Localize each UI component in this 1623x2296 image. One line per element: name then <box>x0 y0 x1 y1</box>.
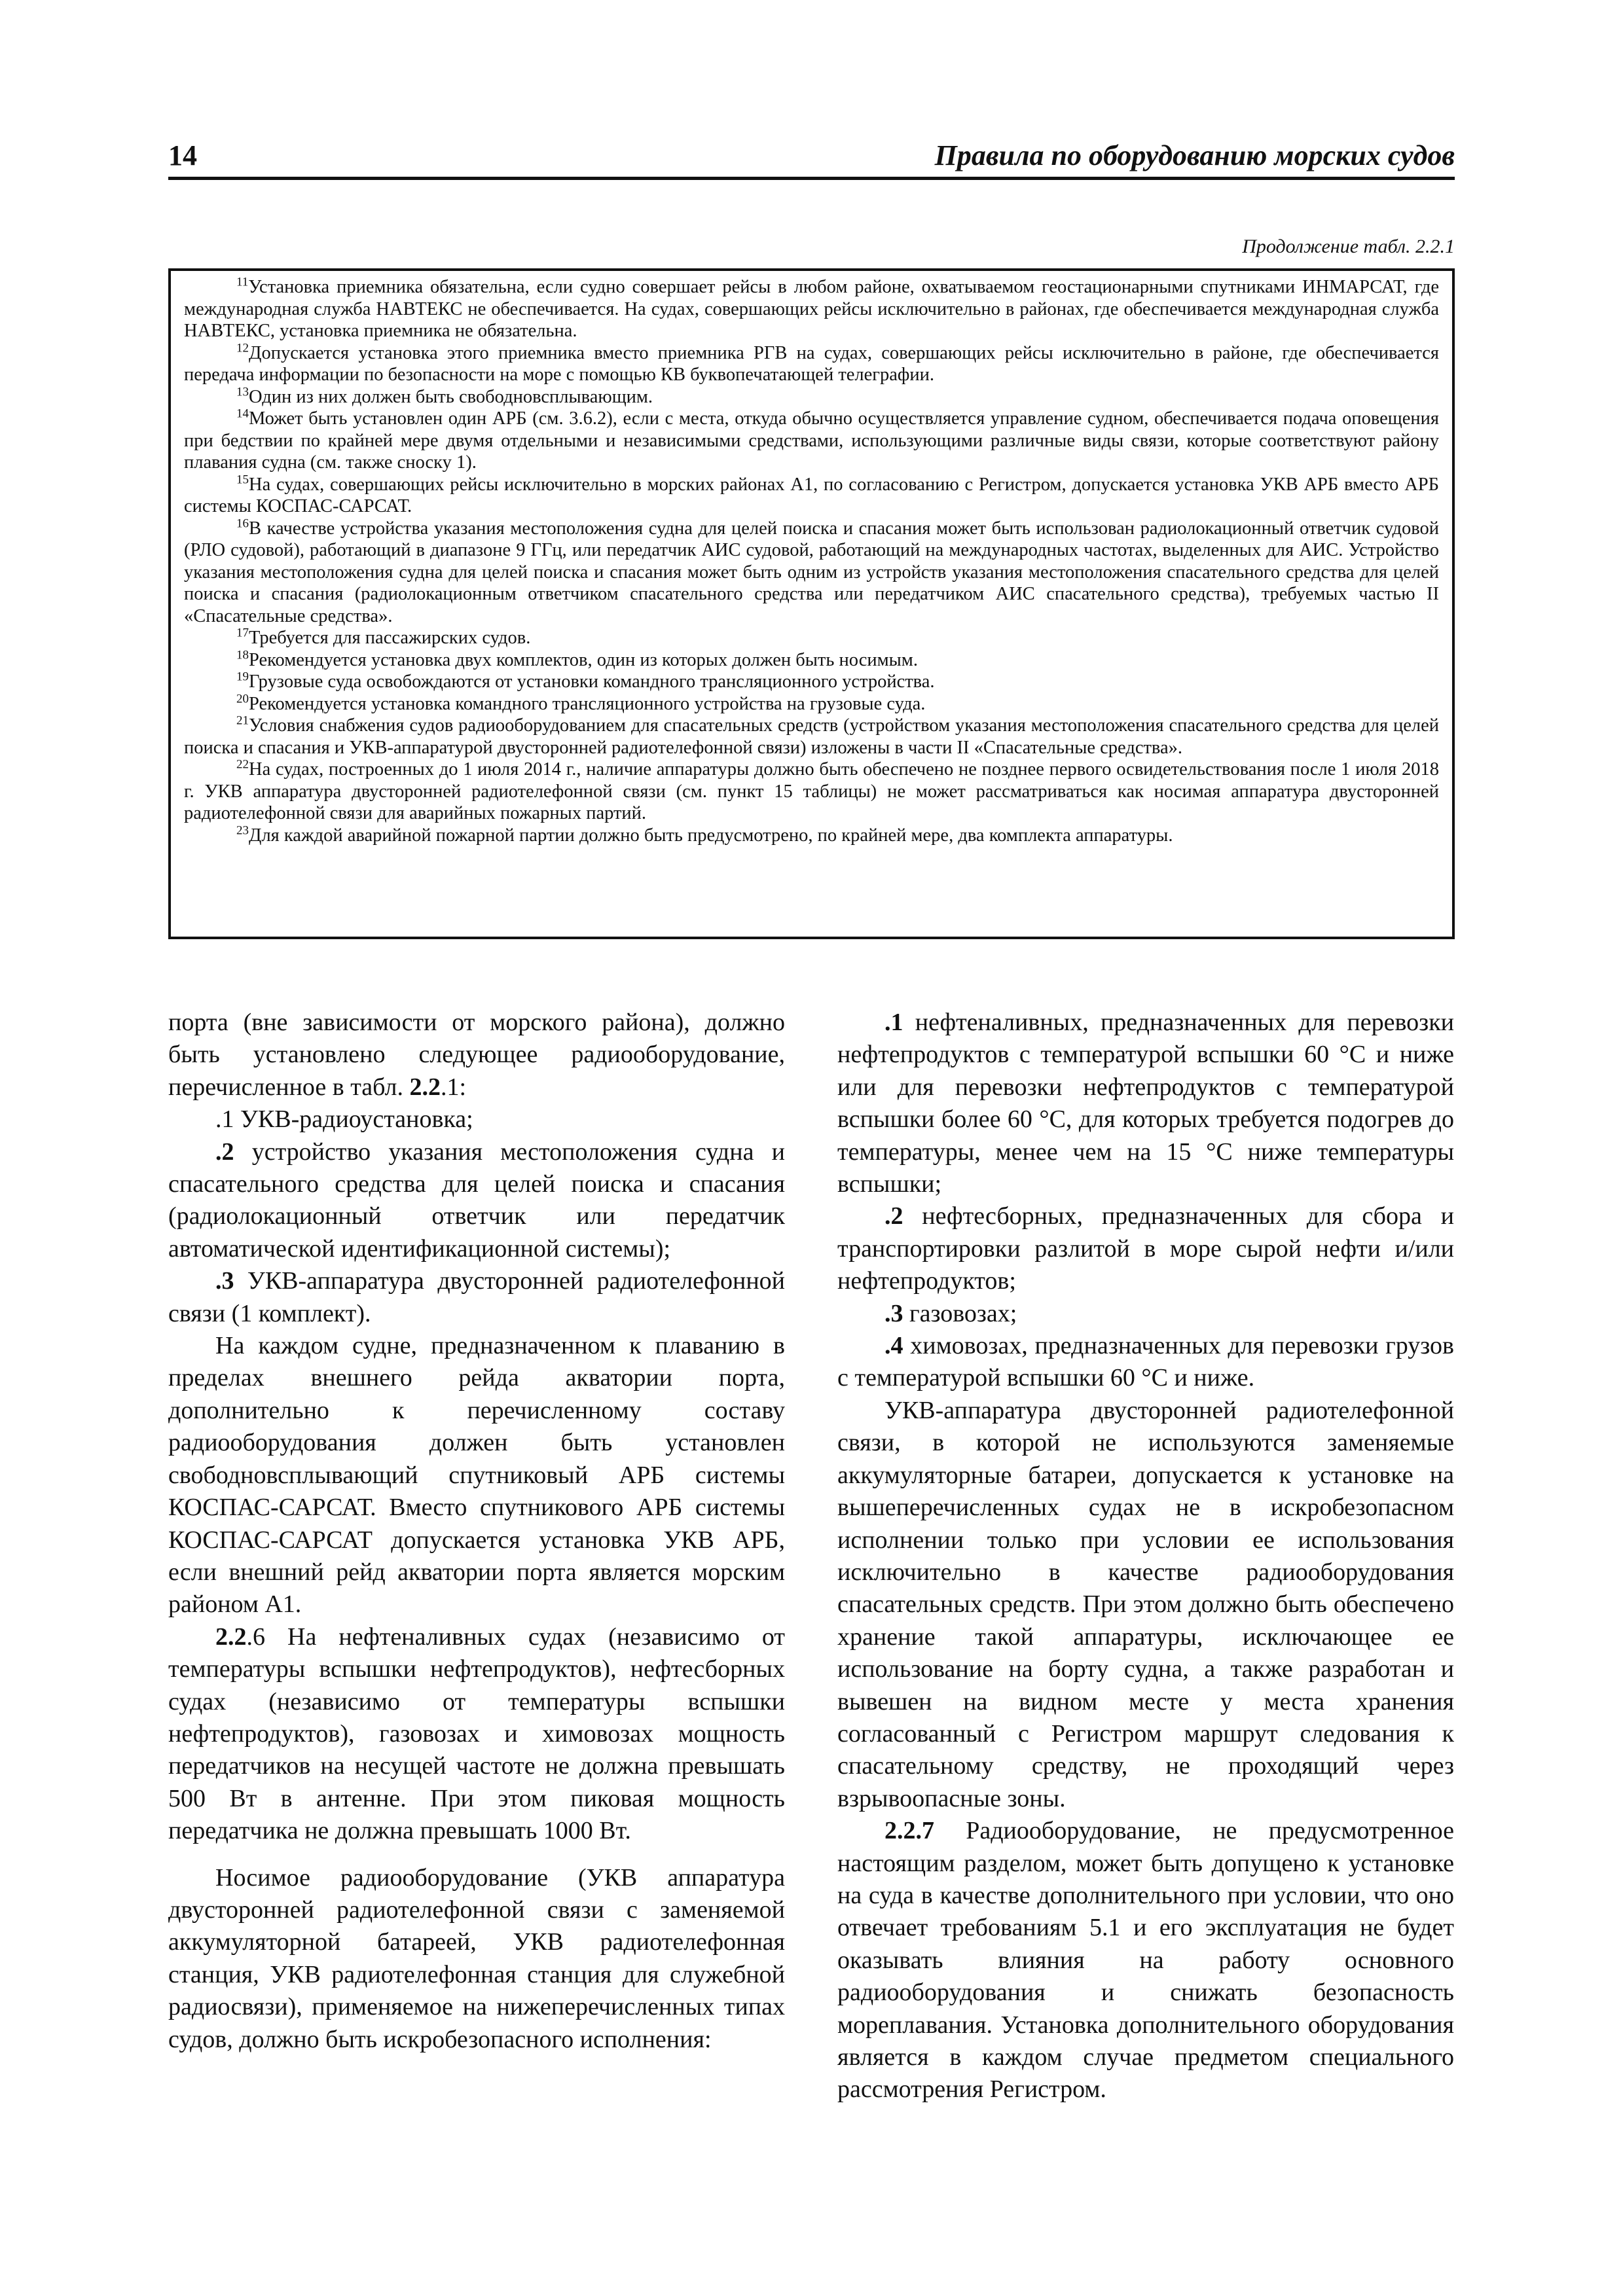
table-caption: Продолжение табл. 2.2.1 <box>1242 236 1455 257</box>
section-paragraph: 2.2.7 Радиооборудование, не предусмотренное настоящим разделом, может быть допущено к установке на суда в качестве дополнительного при условии, что оно отвечает требованиям 5.1 и его эксплуатация не будет оказывать влияния на работу основного радиооборудования и снижать безопасность мореплавания. Установка дополнительного оборудования является в каждом случае предметом специального рассмотрения Регистром. <box>837 1817 1454 2104</box>
list-item: .2 нефтесборных, предназначенных для сбора и транспортировки разлитой в море сырой нефти и/или нефтепродуктов; <box>837 1202 1454 1295</box>
right-column <box>837 1007 1454 2106</box>
footnote-text: На судах, совершающих рейсы исключительно в морских районах А1, по согласованию с Регистром, допускается установка УКВ АРБ вместо АРБ системы КОСПАС-САРСАТ. <box>184 474 1439 516</box>
header-rule <box>168 177 1455 180</box>
footnote-item <box>184 342 1439 386</box>
footnote-item <box>184 386 1439 408</box>
footnote-text: Может быть установлен один АРБ (см. 3.6.2), если с места, откуда обычно осуществляется управление судном, обеспечивается подача оповещения при бедствии по крайней мере двумя отдельными и независимыми средствами, использующими различные виды связи, которые соответствуют району плавания судна (см. также сноску 1). <box>184 408 1439 473</box>
footnote-item <box>184 474 1439 518</box>
list-item-number: .2 <box>215 1138 234 1166</box>
list-item: .1 нефтеналивных, предназначенных для перевозки нефтепродуктов с температурой вспышки 60 °С и ниже или для перевозки нефтепродуктов с температурой вспышки более 60 °С, для которых требуется подогрев до температуры, менее чем на 15 °С ниже температуры вспышки; <box>837 1009 1454 1198</box>
footnote-item <box>184 825 1439 847</box>
section-paragraph: 2.2.6 На нефтеналивных судах (независимо от температуры вспышки нефтепродуктов), нефтесборных судах (независимо от температуры вспышки нефтепродуктов), газовозах и химовозах мощность передатчиков на несущей частоте не должна превышать 500 Вт в антенне. При этом пиковая мощность передатчика не должна превышать 1000 Вт. <box>168 1623 785 1845</box>
paragraph-continuation: порта (вне зависимости от морского района), должно быть установлено следующее радиооборудование, перечисленное в табл. 2.2.1: <box>168 1009 785 1101</box>
footnote-text: В качестве устройства указания местоположения судна для целей поиска и спасания может быть использован радиолокационный ответчик судовой (РЛО судовой), работающий в диапазоне 9 ГГц, или передатчик АИС судовой, работающий на международных частотах, выделенных для АИС. Устройство указания местоположения судна для целей поиска и спасания может быть одним из устройств указания местоположения спасательного средства для целей поиска и спасания (радиолокационным ответчиком спасательного средства или передатчиком АИС спасательного средства), требуемых частью II «Спасательные средства». <box>184 518 1439 626</box>
footnote-item <box>184 408 1439 474</box>
footnote-number: 11 <box>236 275 249 289</box>
list-item: .3 газовозах; <box>884 1299 1017 1327</box>
footnote-number: 18 <box>236 648 249 662</box>
footnote-number: 22 <box>236 757 249 772</box>
running-title: Правила по оборудованию морских судов <box>934 139 1455 171</box>
list-item-number: .4 <box>884 1332 903 1360</box>
footnote-item <box>184 649 1439 672</box>
footnote-text: Для каждой аварийной пожарной партии должно быть предусмотрено, по крайней мере, два комплекта аппаратуры. <box>249 825 1173 846</box>
list-item: .3 УКВ-аппаратура двусторонней радиотелефонной связи (1 комплект). <box>168 1267 785 1327</box>
list-item-number: .1 <box>884 1009 903 1036</box>
footnote-number: 16 <box>236 516 249 530</box>
footnote-text: Грузовые суда освобождаются от установки командного трансляционного устройства. <box>249 672 935 692</box>
footnote-number: 17 <box>236 626 249 640</box>
footnote-text: Установка приемника обязательна, если судно совершает рейсы в любом районе, охватываемом геостационарными спутниками ИНМАРСАТ, где международная служба НАВТЕКС не обеспечивается. На судах, совершающих рейсы исключительно в районах, где обеспечивается международная служба НАВТЕКС, установка приемника не обязательна. <box>184 277 1439 341</box>
list-item-number: .3 <box>215 1267 234 1295</box>
list-item: .1 УКВ-радиоустановка; <box>215 1105 473 1134</box>
footnote-number: 21 <box>236 713 249 728</box>
footnote-item <box>184 276 1439 342</box>
footnote-number: 19 <box>236 670 249 684</box>
footnote-item <box>184 759 1439 825</box>
list-item: .2 устройство указания местоположения судна и спасательного средства для целей поиска и спасания (радиолокационный ответчик или передатчик автоматической идентификационной системы); <box>168 1138 785 1263</box>
paragraph: На каждом судне, предназначенном к плаванию в пределах внешнего рейда акватории порта, дополнительно к перечисленному составу радиооборудования должен быть установлен свободновсплывающий спутниковый АРБ системы КОСПАС-САРСАТ. Вместо спутникового АРБ системы КОСПАС-САРСАТ допускается установка УКВ АРБ, если внешний рейд акватории порта является морским районом А1. <box>168 1332 785 1619</box>
footnote-text: Требуется для пассажирских судов. <box>249 628 531 648</box>
section-reference: 2.2 <box>409 1073 441 1101</box>
list-item-number: .1 <box>215 1105 234 1134</box>
footnote-number: 20 <box>236 692 249 706</box>
footnote-text: Рекомендуется установка двух комплектов, один из которых должен быть носимым. <box>249 649 918 670</box>
footnote-text: Условия снабжения судов радиооборудованием для спасательных средств (устройством указания местоположения спасательного средства для целей поиска и спасания и УКВ-аппаратурой двусторонней радиотелефонной связи) изложены в части II «Спасательные средства». <box>184 715 1439 758</box>
footnote-item <box>184 671 1439 693</box>
footnote-item <box>184 518 1439 628</box>
footnote-text: Один из них должен быть свободновсплывающим. <box>249 386 653 407</box>
footnote-number: 12 <box>236 341 249 355</box>
list-item-number: .3 <box>884 1299 903 1327</box>
left-column <box>168 1007 785 2056</box>
footnote-number: 15 <box>236 473 249 486</box>
footnote-text: Допускается установка этого приемника вместо приемника РГВ на судах, совершающих рейсы исключительно в районе, где обеспечивается передача информации по безопасности на море с помощью КВ буквопечатающей телеграфии. <box>184 342 1439 385</box>
footnote-number: 14 <box>236 406 249 421</box>
footnote-item <box>184 693 1439 715</box>
footnote-text: Рекомендуется установка командного трансляционного устройства на грузовые суда. <box>249 693 926 714</box>
page-number: 14 <box>168 139 197 171</box>
list-item: .4 химовозах, предназначенных для перевозки грузов с температурой вспышки 60 °С и ниже. <box>837 1332 1454 1392</box>
section-number: 2.2 <box>215 1623 247 1651</box>
footnote-item <box>184 715 1439 759</box>
paragraph: Носимое радиооборудование (УКВ аппаратура двусторонней радиотелефонной связи с заменяемой аккумуляторной батареей, УКВ радиотелефонная станция, УКВ радиотелефонная станция для служебной радиосвязи), применяемое на нижеперечисленных типах судов, должно быть искробезопасного исполнения: <box>168 1863 785 2053</box>
list-item-number: .2 <box>884 1202 903 1230</box>
section-number: 2.2.7 <box>884 1817 934 1845</box>
paragraph: УКВ-аппаратура двусторонней радиотелефонной связи, в которой не используются заменяемые аккумуляторные батареи, допускается к установке на вышеперечисленных судах не в искробезопасном исполнении только при условии ее использования исключительно в качестве радиооборудования спасательных средств. При этом должно быть обеспечено хранение такой аппаратуры, исключающее ее использование на борту судна, а также разработан и вывешен на видном месте у места хранения согласованный с Регистром маршрут следования к спасательному средству, не проходящий через взрывоопасные зоны. <box>837 1396 1454 1812</box>
footnote-box <box>168 268 1455 939</box>
footnote-text: На судах, построенных до 1 июля 2014 г., наличие аппаратуры должно быть обеспечено не позднее первого освидетельствования после 1 июля 2018 г. УКВ аппаратура двусторонней радиотелефонной связи (см. пункт 15 таблицы) не может рассматриваться как носимая аппаратура двусторонней радиотелефонной связи для аварийных пожарных партий. <box>184 759 1439 823</box>
footnote-number: 23 <box>236 823 249 837</box>
footnote-number: 13 <box>236 385 249 399</box>
footnote-item <box>184 627 1439 649</box>
